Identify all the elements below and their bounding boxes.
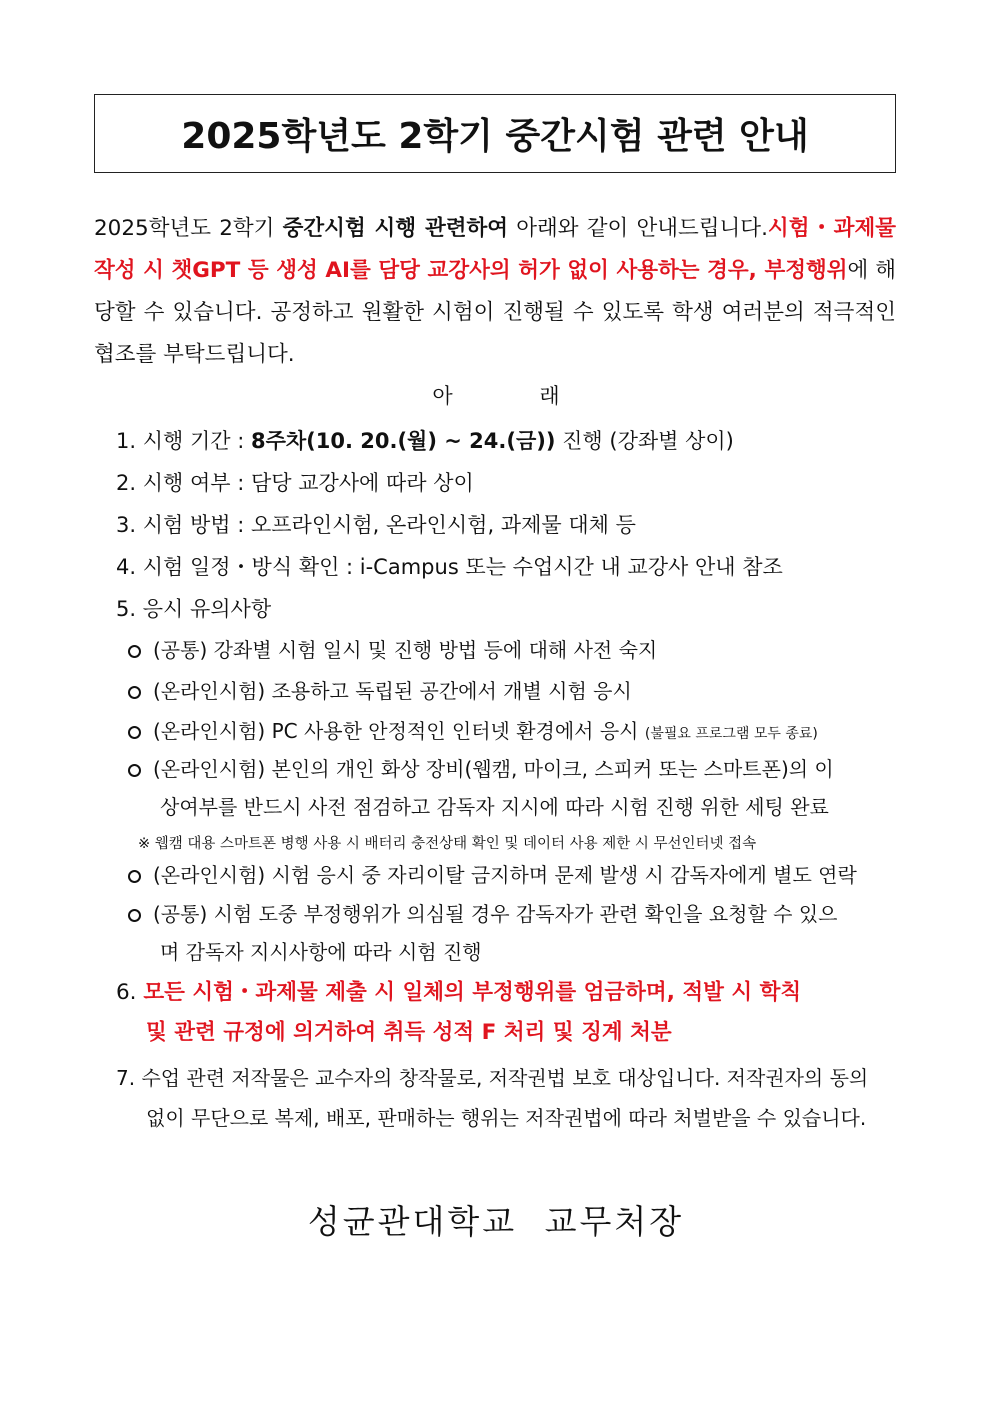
item-6-line-2: 및 관련 규정에 의거하여 취득 성적 F 처리 및 징계 처분	[146, 1020, 672, 1045]
note-6-line-2: 며 감독자 지시사항에 따라 시험 진행	[160, 940, 482, 964]
note-3	[128, 716, 898, 749]
intro-text-3: 에 해당할 수 있습니다. 공정하고 원활한 시험이 진행될 수 있도록 학생 여러분의 적극적인 협조를 부탁드립니다.	[94, 258, 897, 367]
note-4-line-2: 상여부를 반드시 사전 점검하고 감독자 지시에 따라 시험 진행 위한 세팅 완료	[160, 795, 829, 819]
intro-text-1: 2025학년도 2학기	[94, 216, 283, 241]
note-4-line-1: (온라인시험) 본인의 개인 화상 장비(웹캠, 마이크, 스피커 또는 스마트폰)의 이	[153, 757, 834, 781]
item-1-suffix: 진행 (강좌별 상이)	[555, 429, 734, 453]
note-2	[128, 676, 898, 706]
note-4-sub: ※ 웹캠 대용 스마트폰 병행 사용 시 배터리 충전상태 확인 및 데이터 사용 제한 시 무선인터넷 접속	[138, 836, 757, 852]
item-6-number: 6.	[116, 980, 144, 1005]
note-1-text: (공통) 강좌별 시험 일시 및 진행 방법 등에 대해 사전 숙지	[153, 638, 658, 662]
item-5: 5. 응시 유의사항	[116, 597, 272, 621]
circle-bullet-icon	[128, 909, 141, 922]
note-6-cont	[128, 937, 898, 967]
circle-bullet-icon	[128, 726, 141, 739]
title-box	[94, 94, 896, 173]
circle-bullet-icon	[128, 686, 141, 699]
item-7: 7. 수업 관련 저작물은 교수자의 창작물로, 저작권법 보호 대상입니다. 저작권자의 동의	[116, 1066, 869, 1090]
item-6-line-1: 모든 시험・과제물 제출 시 일체의 부정행위를 엄금하며, 적발 시 학칙	[143, 980, 802, 1005]
circle-bullet-icon	[128, 870, 141, 883]
item-1-period: 8주차(10. 20.(월) ~ 24.(금))	[250, 429, 556, 453]
note-4-cont	[128, 792, 898, 822]
circle-bullet-icon	[128, 645, 141, 658]
item-2: 2. 시행 여부 : 담당 교강사에 따라 상이	[116, 471, 474, 495]
note-6	[128, 899, 898, 929]
note-6-line-1: (공통) 시험 도중 부정행위가 의심될 경우 감독자가 관련 확인을 요청할 수 있으	[153, 902, 838, 926]
item-6-cont	[146, 1018, 936, 1048]
signature: 성균관대학교 교무처장	[307, 1202, 685, 1241]
intro-warning: 시험・과제물 작성 시 챗GPT 등 생성 AI를 담당 교강사의 허가 없이 사용하는 경우, 부정행위	[94, 216, 896, 283]
page-title: 2025학년도 2학기 중간시험 관련 안내	[181, 116, 809, 157]
note-3-text: (온라인시험) PC 사용한 안정적인 인터넷 환경에서 응시	[153, 719, 645, 743]
note-5	[128, 860, 898, 890]
circle-bullet-icon	[128, 764, 141, 777]
intro-bold: 중간시험 시행 관련하여	[282, 216, 509, 241]
note-3-small: (불필요 프로그램 모두 종료)	[644, 726, 818, 742]
item-4: 4. 시험 일정・방식 확인 : i-Campus 또는 수업시간 내 교강사 안내 참조	[116, 555, 783, 579]
item-6	[116, 978, 906, 1008]
note-4	[128, 754, 898, 784]
note-1	[128, 635, 898, 665]
item-1	[116, 426, 906, 456]
note-2-text: (온라인시험) 조용하고 독립된 공간에서 개별 시험 응시	[153, 679, 632, 703]
item-3: 3. 시험 방법 : 오프라인시험, 온라인시험, 과제물 대체 등	[116, 513, 636, 537]
item-1-label: 1. 시행 기간 :	[116, 429, 251, 453]
item-7-cont: 없이 무단으로 복제, 배포, 판매하는 행위는 저작권법에 따라 처벌받을 수 있습니다.	[146, 1106, 867, 1130]
intro-paragraph	[94, 208, 896, 376]
note-5-text: (온라인시험) 시험 응시 중 자리이탈 금지하며 문제 발생 시 감독자에게 별도 연락	[153, 863, 857, 887]
section-heading-ahrae: 아 래	[432, 384, 560, 408]
intro-text-2: 아래와 같이 안내드립니다.	[508, 216, 768, 241]
